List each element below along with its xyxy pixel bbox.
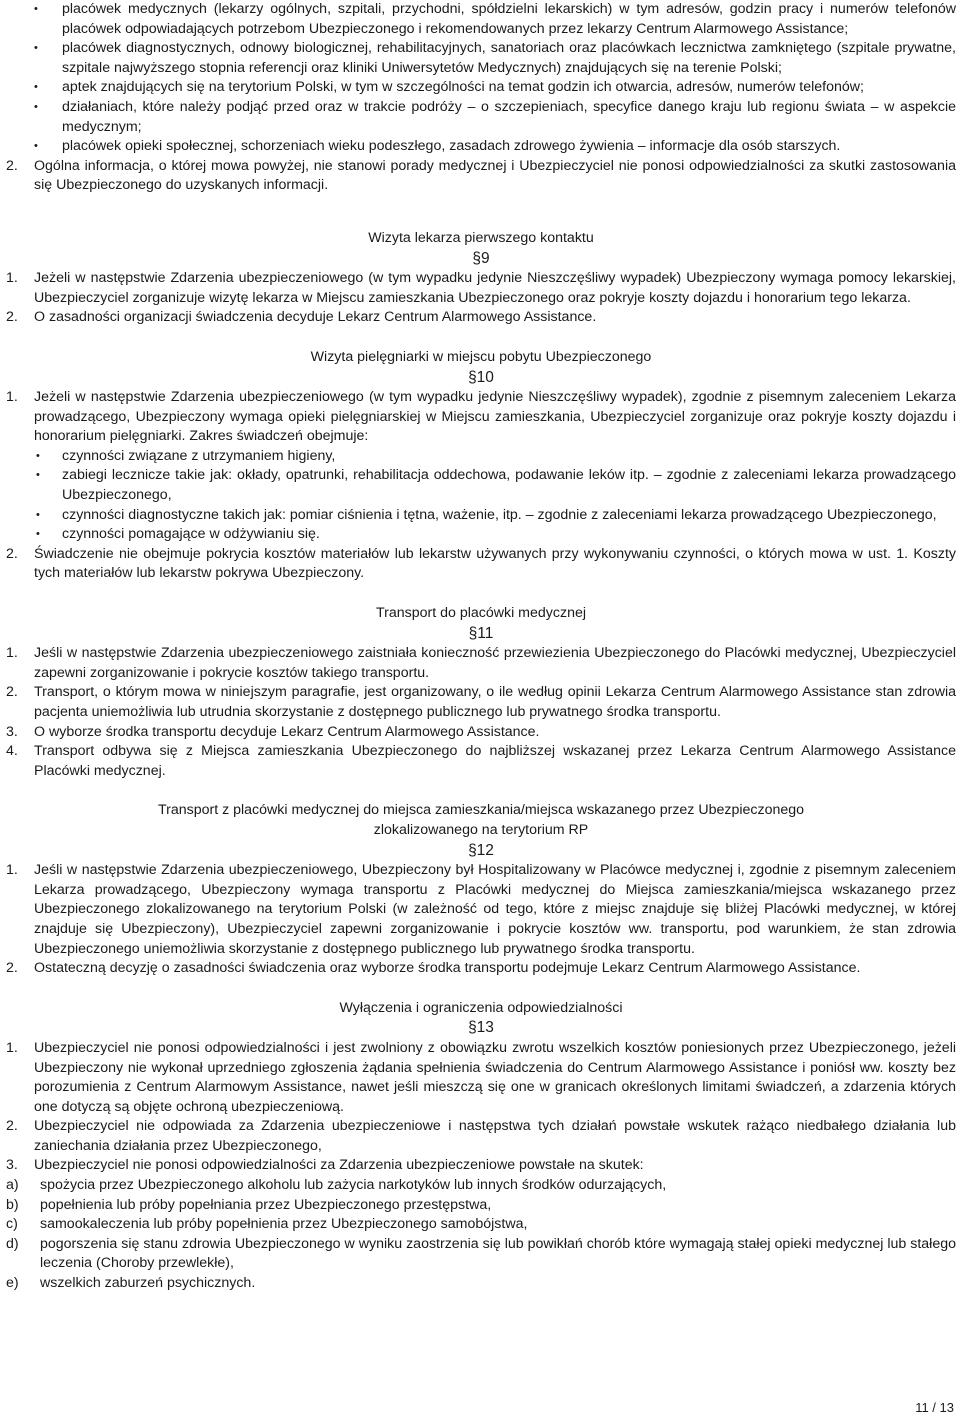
item-number: 2.: [6, 1118, 18, 1135]
list-item: • placówek medycznych (lekarzy ogólnych, szpitali, przychodni, spółdzielni lekarskich) w tym adresów, godzin pracy i numerów telefonów placówek odpowiadających potrzebom Ubezpieczonego i rekomendowanych przez lekarzy Centrum Alarmowego Assistance;: [6, 0, 956, 39]
item-text: Jeśli w następstwie Zdarzenia ubezpieczeniowego, Ubezpieczony był Hospitalizowany w Placówce medycznej i, zgodnie z pisemnym zaleceniem Lekarza prowadzącego, Ubezpieczony wymaga transportu z Placówki medycznej do Miejsca zamieszkania/miejsca wskazanego przez Ubezpieczonego zlokalizowanego na terytorium Polski (w zależność od tego, które z miejsc znajduje się bliżej Placówki medycznej, w której znajduje się Ubezpieczony), Ubezpieczyciel zapewni zorganizowanie i pokrycie kosztów ww. transportu, pod warunkiem, że stan zdrowia Ubezpieczonego uniemożliwia skorzystanie z dostępnego publicznego lub prywatnego środka transportu.: [34, 862, 956, 957]
section-heading-11: [6, 604, 956, 643]
item-letter: e): [6, 1275, 19, 1292]
paragraph-number: §10: [468, 368, 494, 386]
list-item: • placówek diagnostycznych, odnowy biologicznej, rehabilitacyjnych, sanatoriach oraz placówkach lecznictwa zamkniętego (szpitale prywatne, szpitale najwyższego stopnia referencji oraz kliniki Uniwersytetów Medycznych) znajdujących się na terenie Polski;: [6, 39, 956, 78]
section-title: Transport do placówki medycznej: [375, 605, 586, 622]
section-heading-9: [6, 229, 956, 268]
list-item: [6, 959, 956, 979]
item-number: 2.: [6, 157, 18, 174]
item-number: 1.: [6, 1039, 18, 1056]
item-text: Świadczenie nie obejmuje pokrycia kosztów materiałów lub lekarstw używanych przy wykonywaniu czynności, o których mowa w ust. 1. Koszty tych materiałów lub lekarstw pokrywa Ubezpieczony.: [34, 545, 956, 582]
item-letter: d): [6, 1235, 19, 1252]
list-item: • działaniach, które należy podjąć przed oraz w trakcie podróży – o szczepieniach, specyfice danego kraju lub regionu świata – w aspekcie medycznym;: [6, 98, 956, 137]
list-item: • czynności diagnostyczne takich jak: pomiar ciśnienia i tętna, ważenie, itp. – zgodnie z zaleceniami lekarza prowadzącego Ubezpieczonego,: [34, 506, 956, 526]
info-numbered-list: [6, 157, 956, 196]
list-item: [6, 723, 956, 743]
info-bullet-list: [6, 0, 956, 157]
item-text: Jeżeli w następstwie Zdarzenia ubezpieczeniowego (w tym wypadku jedynie Nieszczęśliwy wypadek), zgodnie z pisemnym zaleceniem Lekarza prowadzącego, Ubezpieczony wymaga opieki pielęgniarskiej w Miejscu zamieszkania, Ubezpieczyciel zorganizuje oraz pokryje koszty dojazdu i honorarium pielęgniarki. Zakres świadczeń obejmuje:: [34, 389, 956, 445]
item-number: 3.: [6, 1157, 18, 1174]
item-number: 1.: [6, 270, 18, 287]
section-heading-12: [6, 801, 956, 860]
list-item: [6, 683, 956, 722]
item-text: samookaleczenia lub próby popełnienia przez Ubezpieczonego samobójstwa,: [40, 1216, 528, 1233]
scope-bullet-list: [34, 447, 956, 545]
item-number: 2.: [6, 960, 18, 977]
item-text: popełnienia lub próby popełniania przez Ubezpieczonego przestępstwa,: [40, 1196, 492, 1213]
item-text: Ubezpieczyciel nie odpowiada za Zdarzenia ubezpieczeniowe i następstwa tych działań powstałe wskutek rażąco niedbałego działania lub zaniechania działania przez Ubezpieczonego,: [34, 1118, 956, 1154]
section-title: Wizyta lekarza pierwszego kontaktu: [368, 229, 594, 246]
item-number: 3.: [6, 723, 18, 740]
section-heading-13: [6, 999, 956, 1038]
list-item: [6, 157, 956, 196]
section-title: Wyłączenia i ograniczenia odpowiedzialności: [339, 999, 623, 1016]
list-item: [6, 308, 956, 328]
item-number: 1.: [6, 389, 18, 406]
item-number: 2.: [6, 309, 18, 326]
page-number: 11 / 13: [915, 1400, 954, 1415]
list-item: [6, 269, 956, 308]
list-item: [6, 1156, 956, 1176]
item-text: Jeśli w następstwie Zdarzenia ubezpieczeniowego zaistniała konieczność przewiezienia Ubezpieczonego do Placówki medycznej, Ubezpieczyciel zapewni zorganizowanie i pokrycie kosztów takiego transportu.: [34, 645, 956, 681]
section-12-list: [6, 861, 956, 979]
paragraph-number: §11: [468, 624, 494, 642]
paragraph-number: §13: [468, 1019, 494, 1037]
section-10-list: [6, 388, 956, 584]
item-text: Ubezpieczyciel nie ponosi odpowiedzialności i jest zwolniony z obowiązku zwrotu wszelkich kosztów poniesionych przez Ubezpieczonego, jeżeli Ubezpieczony nie wykonał uprzedniego zgłoszenia żądania spełnienia świadczenia do Centrum Alarmowego Assistance i poniósł ww. koszty bez porozumienia z Centrum Alarmowym Assistance, nawet jeśli mieszczą się one w granicach określonych limitami świadczeń, a zdarzenia których one dotyczą są objęte ochroną ubezpieczeniową.: [34, 1039, 956, 1115]
item-letter: c): [6, 1216, 18, 1233]
item-text: Transport, o którym mowa w niniejszym paragrafie, jest organizowany, o ile według opinii Lekarza Centrum Alarmowego Assistance stan zdrowia pacjenta uniemożliwia lub utrudnia skorzystanie z dostępnego publicznego lub prywatnego środka transportu.: [34, 684, 956, 720]
item-text: O wyborze środka transportu decyduje Lekarz Centrum Alarmowego Assistance.: [34, 723, 540, 740]
list-item: [6, 742, 956, 781]
item-text: pogorszenia się stanu zdrowia Ubezpieczonego w wyniku zaostrzenia się lub powikłań chorób które wymagają stałej opieki medycznej lub stałego leczenia (Choroby przewlekłe),: [40, 1235, 956, 1272]
list-item: • placówek opieki społecznej, schorzeniach wieku podeszłego, zasadach zdrowego żywienia – informacje dla osób starszych.: [6, 137, 956, 157]
item-text: Ubezpieczyciel nie ponosi odpowiedzialności za Zdarzenia ubezpieczeniowe powstałe na skutek:: [34, 1157, 644, 1174]
list-item: [6, 1176, 956, 1196]
section-9-list: [6, 269, 956, 328]
list-item: [6, 1196, 956, 1216]
list-item: [6, 861, 956, 959]
exclusion-letter-list: [6, 1176, 956, 1294]
list-item: [6, 1117, 956, 1156]
item-number: 2.: [6, 545, 18, 562]
list-item: • zabiegi lecznicze takie jak: okłady, opatrunki, rehabilitacja oddechowa, podawanie leków itp. – zgodnie z zaleceniami lekarza prowadzącego Ubezpieczonego,: [34, 466, 956, 505]
item-text: spożycia przez Ubezpieczonego alkoholu lub zażycia narkotyków lub innych środków odurzających,: [40, 1177, 667, 1194]
list-item: [6, 1274, 956, 1294]
list-item: [6, 644, 956, 683]
paragraph-number: §12: [468, 841, 494, 859]
section-title-line-2: zlokalizowanego na terytorium RP: [373, 821, 589, 838]
list-item: [6, 1039, 956, 1117]
paragraph-number: §9: [472, 249, 490, 267]
list-item: • czynności związane z utrzymaniem higieny,: [34, 447, 956, 467]
section-heading-10: [6, 348, 956, 387]
list-item: [6, 1215, 956, 1235]
list-item: [6, 388, 956, 545]
list-item: • czynności pomagające w odżywianiu się.: [34, 525, 956, 545]
list-item: • aptek znajdujących się na terytorium Polski, w tym w szczególności na temat godzin ich otwarcia, adresów, numerów telefonów;: [6, 78, 956, 98]
item-number: 1.: [6, 862, 18, 879]
item-letter: b): [6, 1196, 19, 1213]
section-title-line-1: Transport z placówki medycznej do miejsca zamieszkania/miejsca wskazanego przez Ubezpieczonego: [157, 802, 805, 819]
section-13-list: [6, 1039, 956, 1176]
item-number: 2.: [6, 684, 18, 701]
item-letter: a): [6, 1177, 19, 1194]
item-number: 4.: [6, 743, 18, 760]
item-text: Ostateczną decyzję o zasadności świadczenia oraz wyborze środka transportu podejmuje Lekarz Centrum Alarmowego Assistance.: [34, 960, 861, 977]
item-text: Ogólna informacja, o której mowa powyżej, nie stanowi porady medycznej i Ubezpieczyciel nie ponosi odpowiedzialności za skutki zastosowania się Ubezpieczonego do uzyskanych informacji.: [34, 157, 956, 194]
item-text: Jeżeli w następstwie Zdarzenia ubezpieczeniowego (w tym wypadku jedynie Nieszczęśliwy wypadek) Ubezpieczony wymaga pomocy lekarskiej, Ubezpieczyciel zorganizuje wizytę lekarza w Miejscu zamieszkania Ubezpieczonego oraz pokryje koszty dojazdu i honorarium tego lekarza.: [34, 270, 956, 306]
list-item: [6, 545, 956, 584]
item-text: O zasadności organizacji świadczenia decyduje Lekarz Centrum Alarmowego Assistance.: [34, 309, 597, 326]
item-text: Transport odbywa się z Miejsca zamieszkania Ubezpieczonego do najbliższej wskazanej przez Lekarza Centrum Alarmowego Assistance Placówki medycznej.: [34, 743, 956, 779]
item-text: wszelkich zaburzeń psychicznych.: [40, 1275, 256, 1292]
item-number: 1.: [6, 645, 18, 662]
section-11-list: [6, 644, 956, 781]
list-item: [6, 1235, 956, 1274]
section-title: Wizyta pielęgniarki w miejscu pobytu Ubezpieczonego: [310, 348, 652, 365]
